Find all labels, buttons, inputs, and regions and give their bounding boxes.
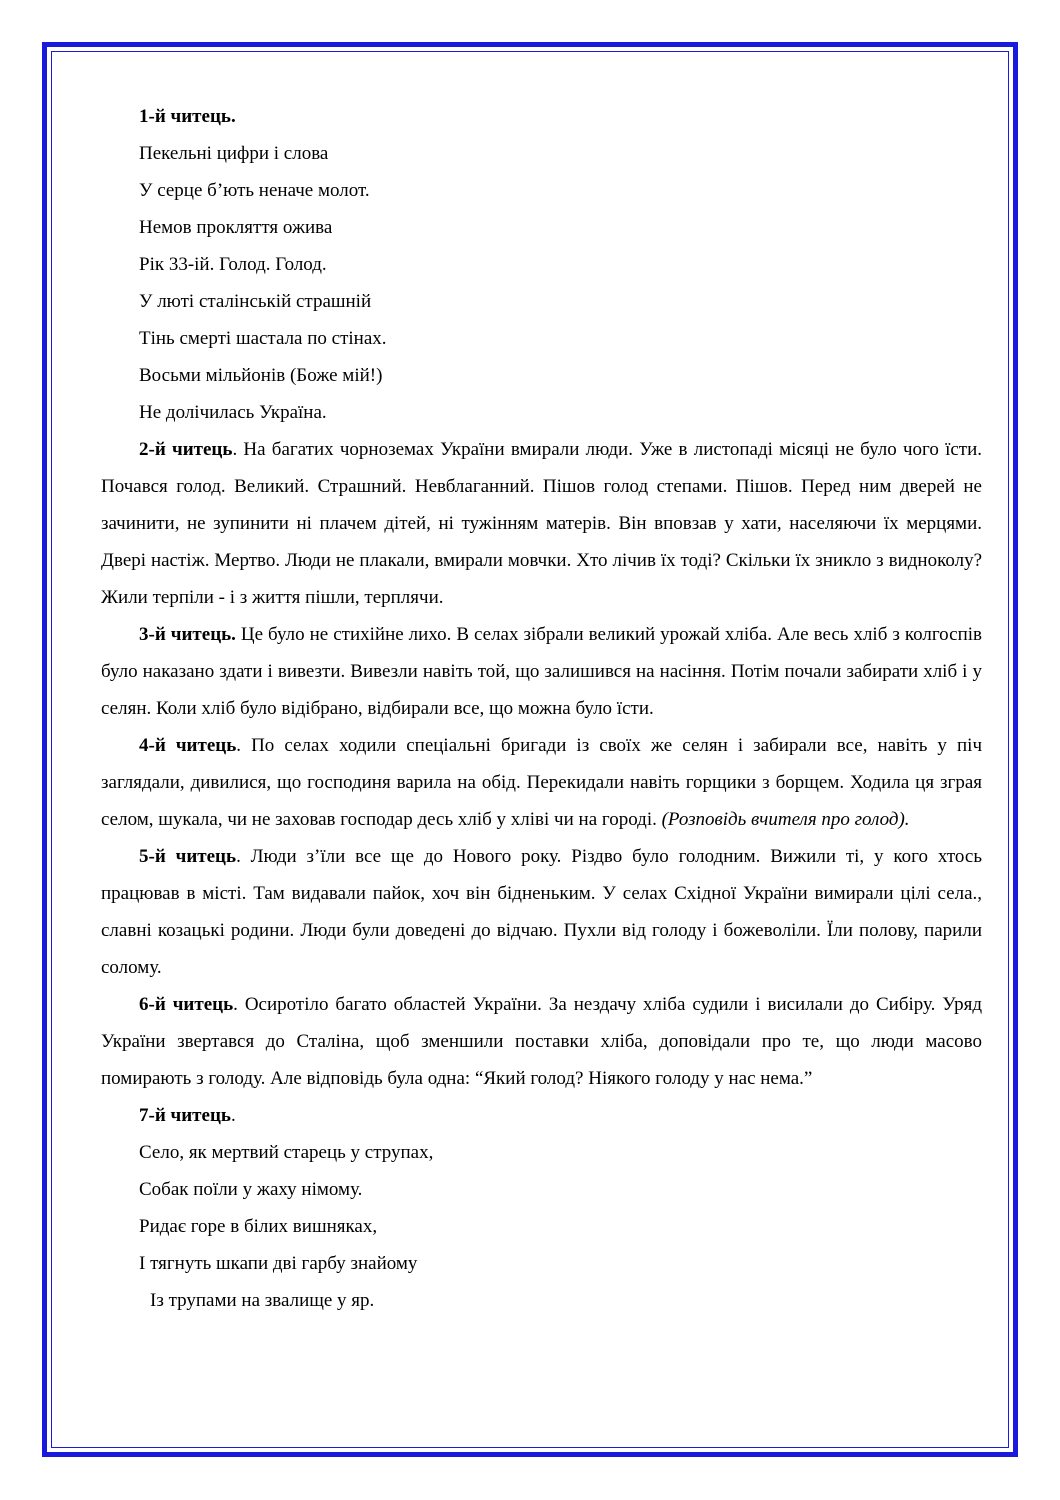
speaker-7: 7-й читець <box>139 1105 231 1126</box>
verse1-line: Немов прокляття ожива <box>139 217 333 238</box>
verse2-line: Ридає горе в білих вишняках, <box>139 1216 378 1237</box>
verse1-line: Восьми мільйонів (Боже мій!) <box>139 365 383 386</box>
verse2-line: І тягнуть шкапи дві гарбу знайому <box>139 1253 418 1274</box>
speaker-2: 2-й читець <box>139 439 233 460</box>
verse2-line: Село, як мертвий старець у струпах, <box>139 1142 434 1163</box>
paragraph-text: . Осиротіло багато областей України. За нездачу хліба судили і висилали до Сибіру. Уряд України звертався до Сталіна, щоб зменшили поставки хліба, доповідали про те, що люди масово помирають з голоду. Але відповідь була одна: “Який голод? Ніякого голоду у нас нема.” <box>101 994 982 1089</box>
paragraph-reader-6 <box>101 986 982 1097</box>
paragraph-text: Це було не стихійне лихо. В селах зібрали великий урожай хліба. Але весь хліб з колгоспів було наказано здати і вивезти. Вивезли навіть той, що залишився на насіння. Потім почали забирати хліб і у селян. Коли хліб було відібрано, відбирали все, що можна було їсти. <box>101 624 982 719</box>
paragraph-reader-3 <box>101 616 982 727</box>
speaker-4: 4-й читець <box>139 735 237 756</box>
speaker-6: 6-й читець <box>139 994 234 1015</box>
paragraph-text: . На багатих чорноземах України вмирали люди. Уже в листопаді місяці не було чого їсти. Почався голод. Великий. Страшний. Невблаганний. Пішов голод степами. Пішов. Перед ним дверей не зачинити, не зупинити ні плачем дітей, ні тужінням матерів. Він вповзав у хати, населяючи їх мерцями. Двері настіж. Мертво. Люди не плакали, вмирали мовчки. Хто лічив їх тоді? Скільки їх зникло з видноколу? Жили терпіли - і з життя пішли, терплячи. <box>101 439 982 608</box>
paragraph-text: . Люди з’їли все ще до Нового року. Різдво було голодним. Вижили ті, у кого хтось працював в місті. Там видавали пайок, хоч він бідненьким. У селах Східної України вимирали цілі села., славні козацькі родини. Люди були доведені до відчаю. Пухли від голоду і божеволіли. Їли полову, парили солому. <box>101 846 982 978</box>
speaker-7-line <box>101 1097 982 1134</box>
verse1-line: Пекельні цифри і слова <box>139 143 329 164</box>
document-body <box>101 98 982 1319</box>
speaker-5: 5-й читець <box>139 846 237 867</box>
teacher-note: (Розповідь вчителя про голод). <box>661 809 910 830</box>
verse1-line: Рік 33-ій. Голод. Голод. <box>139 254 327 275</box>
speaker-3: 3-й читець. <box>139 624 236 645</box>
paragraph-reader-2 <box>101 431 982 616</box>
verse1-line: Не долічилась Україна. <box>139 402 327 423</box>
paragraph-reader-4 <box>101 727 982 838</box>
verse1-line: Тінь смерті шастала по стінах. <box>139 328 387 349</box>
verse1-line: У люті сталінській страшній <box>139 291 372 312</box>
paragraph-reader-5 <box>101 838 982 986</box>
paragraph-text: . По селах ходили спеціальні бригади із своїх же селян і забирали все, навіть у піч заглядали, дивилися, що господиня варила на обід. Перекидали навіть горщики з борщем. Ходила ця зграя селом, шукала, чи не заховав господар десь хліб у хліві чи на городі. <box>101 735 982 830</box>
verse1-line: У серце б’ють неначе молот. <box>139 180 370 201</box>
verse2-line: Собак поїли у жаху німому. <box>139 1179 363 1200</box>
speaker-1: 1-й читець. <box>139 106 236 127</box>
speaker-7-dot: . <box>230 1105 236 1126</box>
verse2-line: Із трупами на звалище у яр. <box>150 1290 375 1311</box>
